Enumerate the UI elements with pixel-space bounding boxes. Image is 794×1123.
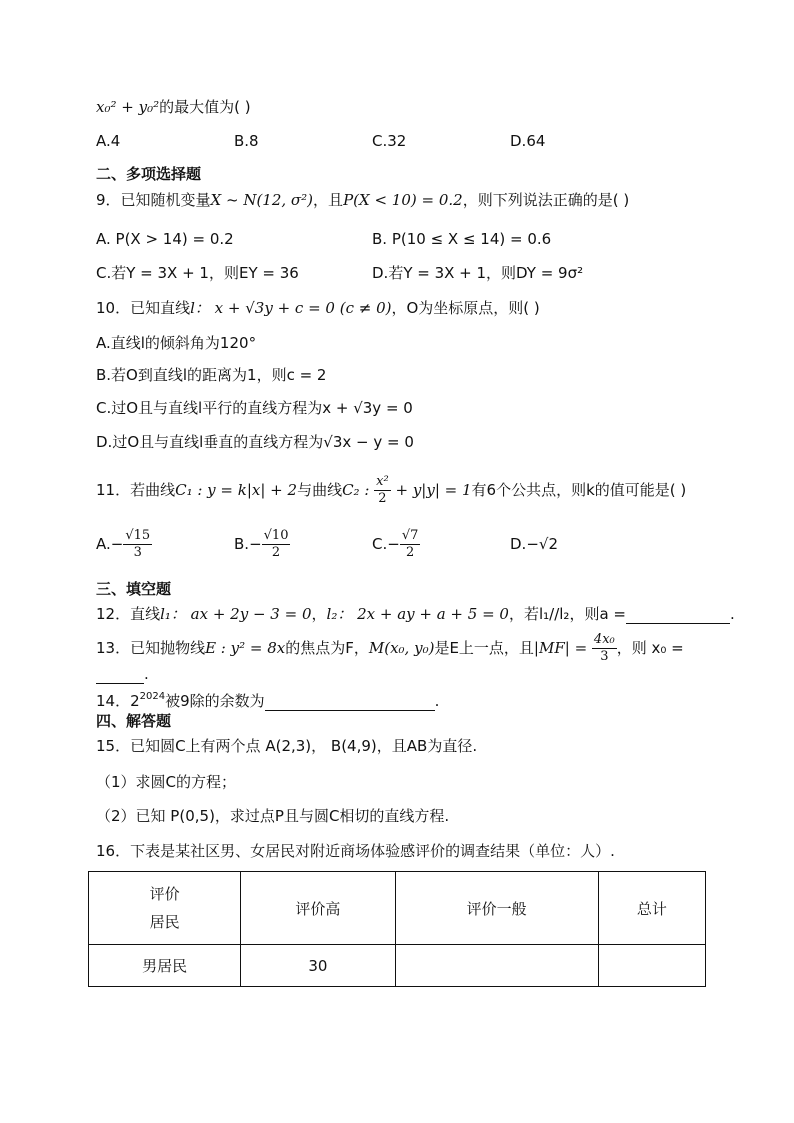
q13-mf: |MF| = xyxy=(533,639,588,657)
q13-text-post: ，则 x₀ = xyxy=(616,639,684,657)
q11-option-d-expr: −√2 xyxy=(526,535,558,553)
q14-base: 2 xyxy=(130,692,140,710)
q8-tail-line xyxy=(96,97,251,117)
q14-end: . xyxy=(434,692,440,710)
q12-text-post: ，若l₁//l₂，则a = xyxy=(508,605,626,623)
table-corner-cell xyxy=(89,872,241,945)
q15-part2: （2）已知 P(0,5)，求过点P且与圆C相切的直线方程. xyxy=(96,807,450,825)
q12-sep: ， xyxy=(311,605,327,623)
survey-table xyxy=(88,871,706,987)
q8-text: 的最大值为( ) xyxy=(159,98,251,116)
table-row xyxy=(89,945,706,987)
q13-frac-den: 3 xyxy=(600,649,609,664)
q12-answer-blank[interactable] xyxy=(626,607,730,624)
section-heading-fill-in: 三、填空题 xyxy=(96,580,172,598)
q14-text: 被9除的余数为 xyxy=(165,692,265,710)
q15-part1: （1）求圆C的方程； xyxy=(96,773,237,791)
q10-expr: l： x + √3y + c = 0 (c ≠ 0) xyxy=(190,299,392,317)
q10-stem-pre: 10．已知直线 xyxy=(96,299,191,317)
q10-option-a: A.直线l的倾斜角为120° xyxy=(96,334,257,352)
q13-text-mid: 的焦点为F， xyxy=(285,639,369,657)
q11-curve1: C₁ : y = k|x| + 2 xyxy=(175,481,298,499)
q11-stem-mid: 与曲线 xyxy=(297,481,343,499)
table-header: 评价一般 xyxy=(395,872,598,945)
q11-option-b-label: B. xyxy=(234,535,250,553)
q11-option-a-frac xyxy=(123,528,152,561)
corner-label-top: 评价 xyxy=(149,885,180,903)
q11-curve2-prefix: C₂ : xyxy=(342,481,370,499)
q11-option-d-label: D. xyxy=(510,535,527,553)
q11-option-b-den: 2 xyxy=(271,545,281,560)
q13-answer-blank[interactable] xyxy=(96,667,144,684)
q14-stem: 14．$2^{2024}$被9除的余数为 . xyxy=(96,691,440,710)
q11-option-a-num: √15 xyxy=(125,528,151,543)
q9-option-a: A. P(X > 14) = 0.2 xyxy=(96,230,234,248)
corner-label-bottom: 居民 xyxy=(149,913,180,931)
table-header-row xyxy=(89,872,706,945)
q11-option-c-frac xyxy=(400,528,421,561)
table-cell xyxy=(395,945,598,987)
q10-option-d: D.过O且与直线l垂直的直线方程为√3x − y = 0 xyxy=(96,433,414,451)
q9-stem xyxy=(96,190,629,210)
q9-option-c: C.若Y = 3X + 1，则EY = 36 xyxy=(96,264,299,282)
q11-option-a-label: A. xyxy=(96,535,111,553)
q12-line2: l₂： 2x + ay + a + 5 = 0 xyxy=(326,605,509,623)
q13-text-pre: 13．已知抛物线 xyxy=(96,639,206,657)
q9-option-b: B. P(10 ≤ X ≤ 14) = 0.6 xyxy=(372,230,552,248)
q13-fraction xyxy=(592,632,617,665)
q9-stem-post: ，则下列说法正确的是( ) xyxy=(462,191,630,209)
q11-option-b-frac xyxy=(262,528,291,561)
q12-stem xyxy=(96,604,735,624)
table-cell xyxy=(598,945,705,987)
q8-expr: x₀² + y₀² xyxy=(96,98,160,116)
q13-curve: E : y² = 8x xyxy=(205,639,286,657)
table-header: 总计 xyxy=(598,872,705,945)
q8-option-d: D.64 xyxy=(510,132,546,150)
q11-option-c-den: 2 xyxy=(405,545,415,560)
q10-stem-post: ，O为坐标原点，则( ) xyxy=(391,299,540,317)
q9-stem-pre: 9．已知随机变量 xyxy=(96,191,211,209)
q12-text-pre: 12．直线 xyxy=(96,605,161,623)
q11-stem xyxy=(96,470,686,510)
q10-option-b: B.若O到直线l的距离为1，则c = 2 xyxy=(96,366,327,384)
table-cell: 30 xyxy=(241,945,395,987)
q11-option-a-den: 3 xyxy=(133,545,142,560)
q10-stem xyxy=(96,298,540,318)
section-heading-multi-choice: 二、多项选择题 xyxy=(96,165,202,183)
q9-stem-mid: ，且 xyxy=(313,191,344,209)
q13-frac-num: 4x₀ xyxy=(593,632,615,647)
q11-option-c-num: √7 xyxy=(401,528,419,543)
q8-option-c: C.32 xyxy=(372,132,407,150)
q11-option-d xyxy=(510,526,558,562)
q8-option-b: B.8 xyxy=(234,132,259,150)
q9-expr1: X ~ N(12, σ²) xyxy=(210,191,314,209)
q16-stem: 16．下表是某社区男、女居民对附近商场体验感评价的调查结果（单位：人）. xyxy=(96,842,615,860)
q14-exponent: 2024 xyxy=(139,691,166,702)
q14-answer-blank[interactable] xyxy=(265,694,435,711)
q8-option-a: A.4 xyxy=(96,132,121,150)
q11-stem-post: 有6个公共点，则k的值可能是( ) xyxy=(471,481,687,499)
q11-curve2-fraction xyxy=(374,474,391,507)
q11-option-b: B.− $\frac{√10}{2}$ xyxy=(234,528,289,560)
q11-curve2-num: x² xyxy=(376,474,389,489)
q9-expr2: P(X < 10) = 0.2 xyxy=(343,191,463,209)
q13-answer-line xyxy=(96,664,149,684)
q10-option-c: C.过O且与直线l平行的直线方程为x + √3y = 0 xyxy=(96,399,413,417)
q11-option-c: C.− $\frac{√7}{2}$ xyxy=(372,528,419,560)
q13-text-mid2: 是E上一点，且 xyxy=(434,639,534,657)
q11-option-b-num: √10 xyxy=(263,528,289,543)
q11-option-a: A.− $\frac{√15}{3}$ xyxy=(96,528,151,560)
q9-option-d: D.若Y = 3X + 1，则DY = 9σ² xyxy=(372,264,584,282)
q13-point: M(x₀, y₀) xyxy=(368,639,435,657)
table-header: 评价高 xyxy=(241,872,395,945)
q12-end: . xyxy=(729,605,735,623)
q11-curve2-den: 2 xyxy=(378,491,387,506)
q13-end: . xyxy=(144,665,149,683)
section-heading-solutions: 四、解答题 xyxy=(96,712,172,730)
q11-stem-pre: 11．若曲线 xyxy=(96,481,176,499)
table-row-label: 男居民 xyxy=(89,945,241,987)
q11-curve2-suffix: + y|y| = 1 xyxy=(395,481,472,499)
q13-stem xyxy=(96,628,684,668)
q11-option-c-label: C. xyxy=(372,535,388,553)
q12-line1: l₁： ax + 2y − 3 = 0 xyxy=(160,605,312,623)
q15-stem: 15．已知圆C上有两个点 A(2,3)， B(4,9)，且AB为直径. xyxy=(96,737,478,755)
